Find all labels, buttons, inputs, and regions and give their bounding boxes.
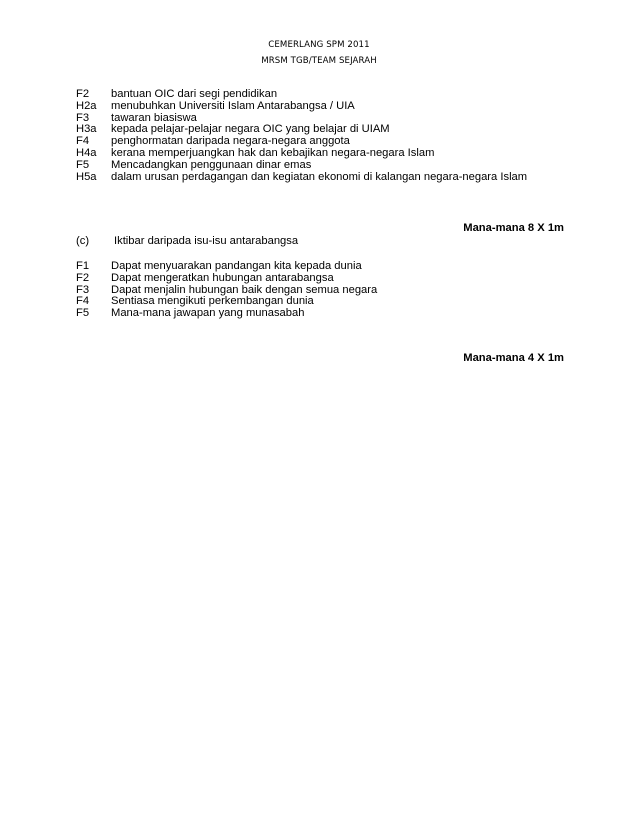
- list-item: [76, 160, 576, 172]
- item-code: H4a: [76, 146, 97, 159]
- item-code: H2a: [76, 99, 97, 112]
- list-item: [76, 101, 576, 113]
- page-header: [0, 37, 638, 69]
- item-code: H3a: [76, 123, 97, 136]
- list-item: [76, 308, 576, 320]
- item-text: kerana memperjuangkan hak dan kebajikan negara-negara Islam: [111, 146, 435, 159]
- item-text: Dapat menjalin hubungan baik dengan semua negara: [111, 283, 378, 296]
- item-code: F4: [76, 295, 90, 308]
- item-code: F5: [76, 158, 90, 171]
- item-text: menubuhkan Universiti Islam Antarabangsa / UIA: [111, 99, 355, 112]
- section-c-title: Iktibar daripada isu-isu antarabangsa: [114, 235, 299, 247]
- item-text: Dapat menyuarakan pandangan kita kepada dunia: [111, 260, 362, 272]
- header-line-1: CEMERLANG SPM 2011: [268, 40, 370, 50]
- answer-list-b: [76, 89, 576, 183]
- item-text: Mencadangkan penggunaan dinar emas: [111, 158, 312, 171]
- list-item: [76, 172, 576, 184]
- list-item: [76, 148, 576, 160]
- item-text: kepada pelajar-pelajar negara OIC yang belajar di UIAM: [111, 123, 390, 136]
- item-code: F2: [76, 271, 90, 284]
- item-text: Dapat mengeratkan hubungan antarabangsa: [111, 271, 334, 284]
- item-text: Mana-mana jawapan yang munasabah: [111, 307, 305, 320]
- item-code: F4: [76, 135, 90, 148]
- header-line-2: MRSM TGB/TEAM SEJARAH: [261, 56, 377, 66]
- item-code: F2: [76, 88, 90, 100]
- item-code: F3: [76, 111, 90, 124]
- marks-allocation-2: Mana-mana 4 X 1m: [463, 352, 564, 364]
- item-text: penghormatan daripada negara-negara anggota: [111, 135, 350, 148]
- answer-list-c: [76, 261, 576, 320]
- section-c-heading: [76, 236, 576, 248]
- item-code: H5a: [76, 170, 97, 183]
- item-code: F5: [76, 307, 90, 320]
- item-text: tawaran biasiswa: [111, 111, 197, 124]
- item-code: F1: [76, 260, 90, 272]
- list-item: [76, 273, 576, 285]
- section-c-label: (c): [76, 235, 90, 247]
- item-text: dalam urusan perdagangan dan kegiatan ekonomi di kalangan negara-negara Islam: [111, 170, 528, 183]
- item-text: bantuan OIC dari segi pendidikan: [111, 88, 278, 100]
- item-text: Sentiasa mengikuti perkembangan dunia: [111, 295, 314, 308]
- item-code: F3: [76, 283, 90, 296]
- marks-allocation-1: Mana-mana 8 X 1m: [463, 222, 564, 234]
